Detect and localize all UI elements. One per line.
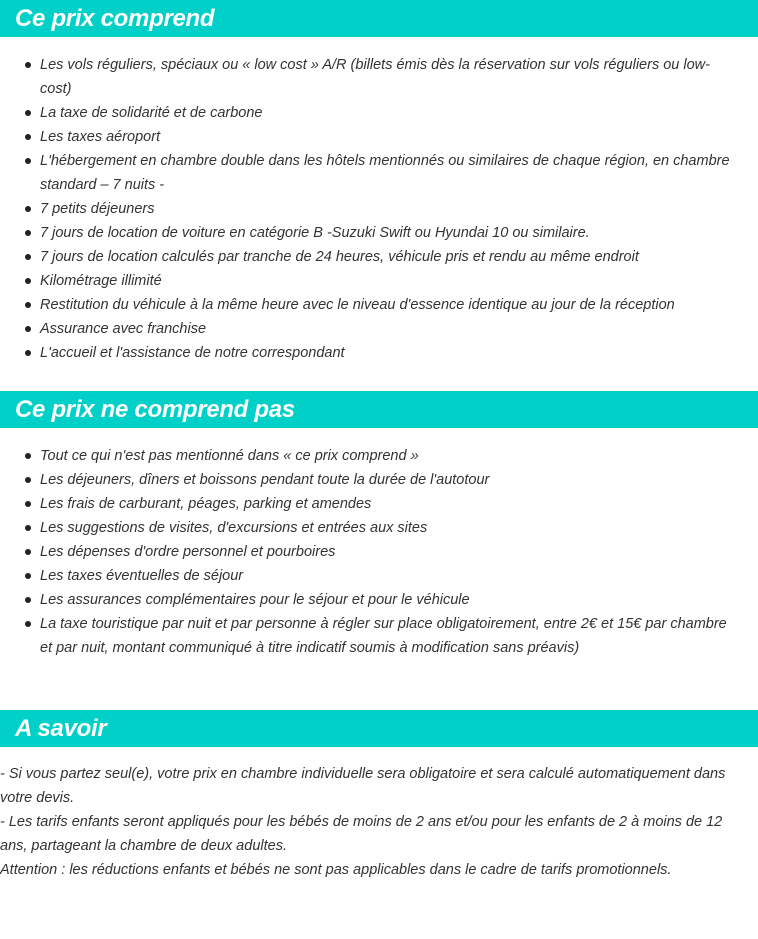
excludes-list xyxy=(0,444,740,660)
list-item: Les frais de carburant, péages, parking et amendes xyxy=(0,492,740,516)
includes-list xyxy=(0,53,740,365)
list-item: La taxe de solidarité et de carbone xyxy=(0,101,740,125)
section-header-excludes xyxy=(0,391,758,428)
section-title-excludes: Ce prix ne comprend pas xyxy=(15,396,295,423)
list-item: Les vols réguliers, spéciaux ou « low cost » A/R (billets émis dès la réservation sur vols réguliers ou low-cost) xyxy=(0,53,740,101)
section-header-includes xyxy=(0,0,758,37)
list-item: Assurance avec franchise xyxy=(0,317,740,341)
list-item: 7 jours de location de voiture en catégorie B -Suzuki Swift ou Hyundai 10 ou similaire. xyxy=(0,221,740,245)
section-header-savoir xyxy=(0,710,758,747)
list-item: Les taxes éventuelles de séjour xyxy=(0,564,740,588)
list-item: Restitution du véhicule à la même heure avec le niveau d'essence identique au jour de la réception xyxy=(0,293,740,317)
list-item: Les déjeuners, dîners et boissons pendant toute la durée de l'autotour xyxy=(0,468,740,492)
list-item: Kilométrage illimité xyxy=(0,269,740,293)
list-item: L'hébergement en chambre double dans les hôtels mentionnés ou similaires de chaque région, en chambre standard – 7 nuits - xyxy=(0,149,740,197)
list-item: Les dépenses d'ordre personnel et pourboires xyxy=(0,540,740,564)
list-item: 7 petits déjeuners xyxy=(0,197,740,221)
section-title-includes: Ce prix comprend xyxy=(15,5,215,32)
list-item: Les assurances complémentaires pour le séjour et pour le véhicule xyxy=(0,588,740,612)
list-item: Les taxes aéroport xyxy=(0,125,740,149)
savoir-paragraph: - Si vous partez seul(e), votre prix en chambre individuelle sera obligatoire et sera calculé automatiquement dans votre devis. xyxy=(0,766,726,806)
section-title-savoir: A savoir xyxy=(15,715,107,742)
list-item: La taxe touristique par nuit et par personne à régler sur place obligatoirement, entre 2€ et 15€ par chambre et par nuit, montant communiqué à titre indicatif soumis à modification sans préavis) xyxy=(0,612,740,660)
savoir-paragraph: - Les tarifs enfants seront appliqués pour les bébés de moins de 2 ans et/ou pour les enfants de 2 à moins de 12 ans, partageant la chambre de deux adultes. xyxy=(0,814,723,854)
list-item: Tout ce qui n'est pas mentionné dans « ce prix comprend » xyxy=(0,444,740,468)
list-item: L'accueil et l'assistance de notre correspondant xyxy=(0,341,740,365)
savoir-text xyxy=(0,762,752,882)
list-item: Les suggestions de visites, d'excursions et entrées aux sites xyxy=(0,516,740,540)
savoir-paragraph: Attention : les réductions enfants et bébés ne sont pas applicables dans le cadre de tarifs promotionnels. xyxy=(0,862,672,878)
list-item: 7 jours de location calculés par tranche de 24 heures, véhicule pris et rendu au même endroit xyxy=(0,245,740,269)
